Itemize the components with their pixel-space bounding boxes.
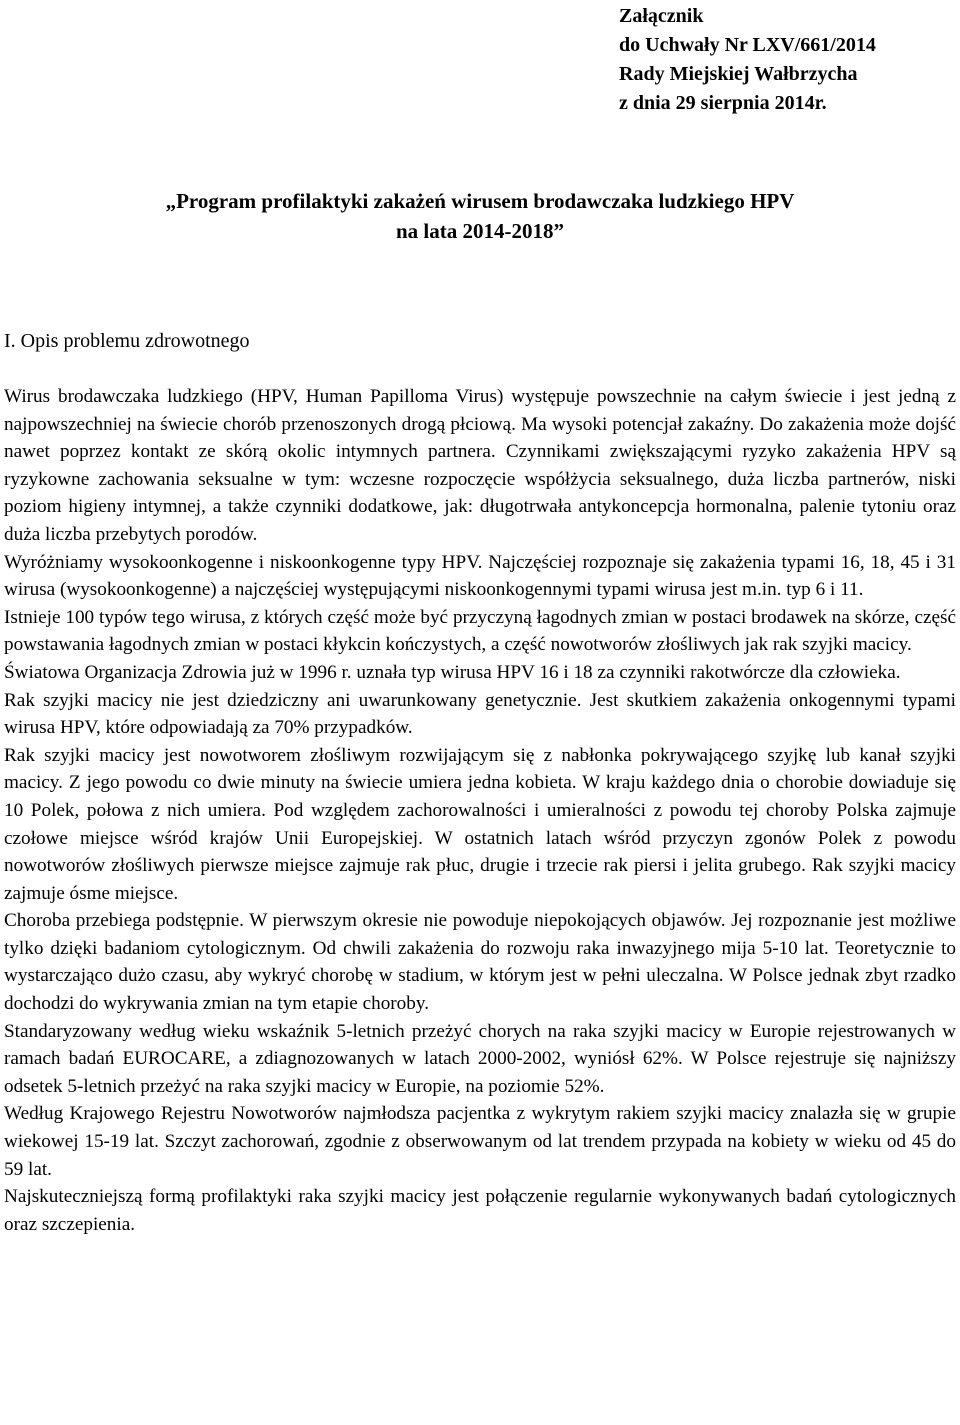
paragraph-virus-types-count: Istnieje 100 typów tego wirusa, z których część może być przyczyną łagodnych zmian w postaci brodawek na skórze, część powstawania łagodnych zmian w postaci kłykcin kończystych, a część nowotworów złośliwych jak rak szyjki macicy. xyxy=(4,606,956,656)
title-line-2: na lata 2014-2018” xyxy=(396,219,564,243)
paragraph-cervical-cancer: Rak szyjki macicy jest nowotworem złośliwym rozwijającym się z nabłonka pokrywającego szyjkę lub kanał szyjki macicy. Z jego powodu co dwie minuty na świecie umiera jedna kobieta. W kraju każdego dnia o chorobie dowiaduje się 10 Polek, połowa z nich umiera. Pod względem zachorowalności i umieralności z powodu tej choroby Polska zajmuje czołowe miejsce wśród krajów Unii Europejskiej. W ostatnich latach wśród przyczyn zgonów Polek z powodu nowotworów złośliwych pierwsze miejsce zajmuje rak płuc, drugie i trzecie rak piersi i jelita grubego. Rak szyjki macicy zajmuje ósme miejsce. xyxy=(4,744,956,904)
section-heading: I. Opis problemu zdrowotnego xyxy=(4,330,250,352)
document-title xyxy=(4,186,956,246)
paragraph-hpv-intro: Wirus brodawczaka ludzkiego (HPV, Human Papilloma Virus) występuje powszechnie na całym świecie i jest jedną z najpowszechniej na świecie chorób przenoszonych drogą płciową. Ma wysoki potencjał zakaźny. Do zakażenia może dojść nawet poprzez kontakt ze skórą okolic intymnych partnera. Czynnikami zwiększającymi ryzyko zakażenia HPV są ryzykowne zachowania seksualne w tym: wczesne rozpoczęcie współżycia seksualnego, duża liczba partnerów, niski poziom higieny intymnej, a także czynniki dodatkowe, jak: długotrwała antykoncepcja hormonalna, palenie tytoniu oraz duża liczba przebytych porodów. xyxy=(4,386,956,545)
paragraph-prevention: Najskuteczniejszą formą profilaktyki raka szyjki macicy jest połączenie regularnie wykonywanych badań cytologicznych oraz szczepienia. xyxy=(4,1186,956,1235)
resolution-date: z dnia 29 sierpnia 2014r. xyxy=(619,92,827,114)
body-text xyxy=(4,383,956,1238)
paragraph-not-hereditary: Rak szyjki macicy nie jest dziedziczny ani uwarunkowany genetycznie. Jest skutkiem zakażenia onkogennymi typami wirusa HPV, które odpowiadają za 70% przypadków. xyxy=(4,689,956,739)
paragraph-disease-course: Choroba przebiega podstępnie. W pierwszym okresie nie powoduje niepokojących objawów. Jej rozpoznanie jest możliwe tylko dzięki badaniom cytologicznym. Od chwili zakażenia do rozwoju raka inwazyjnego mija 5-10 lat. Teoretycznie to wystarczająco dużo czasu, aby wykryć chorobę w stadium, w którym jest w pełni uleczalna. W Polsce jednak zbyt rzadko dochodzi do wykrywania zmian na tym etapie choroby. xyxy=(4,910,956,1015)
attachment-label: Załącznik xyxy=(619,5,704,27)
paragraph-who: Światowa Organizacja Zdrowia już w 1996 r. uznała typ wirusa HPV 16 i 18 za czynniki rakotwórcze dla człowieka. xyxy=(4,661,901,683)
council-name: Rady Miejskiej Wałbrzycha xyxy=(619,63,858,85)
paragraph-survival-rates: Standaryzowany według wieku wskaźnik 5-letnich przeżyć chorych na raka szyjki macicy w Europie rejestrowanych w ramach badań EUROCARE, a zdiagnozowanych w latach 2000-2002, wyniósł 62%. W Polsce rejestruje się najniższy odsetek 5-letnich przeżyć na raka szyjki macicy w Europie, na poziomie 52%. xyxy=(4,1020,956,1097)
attachment-header xyxy=(619,2,876,118)
paragraph-hpv-types: Wyróżniamy wysokoonkogenne i niskoonkogenne typy HPV. Najczęściej rozpoznaje się zakażenia typami 16, 18, 45 i 31 wirusa (wysokoonkogenne) a najczęściej występującymi niskoonkogennymi typami wirusa jest m.in. typ 6 i 11. xyxy=(4,551,956,601)
resolution-number: do Uchwały Nr LXV/661/2014 xyxy=(619,34,876,56)
title-line-1: „Program profilaktyki zakażeń wirusem brodawczaka ludzkiego HPV xyxy=(165,189,795,213)
paragraph-cancer-registry: Według Krajowego Rejestru Nowotworów najmłodsza pacjentka z wykrytym rakiem szyjki macicy znalazła się w grupie wiekowej 15-19 lat. Szczyt zachorowań, zgodnie z obserwowanym od lat trendem przypada na kobiety w wieku od 45 do 59 lat. xyxy=(4,1103,956,1180)
